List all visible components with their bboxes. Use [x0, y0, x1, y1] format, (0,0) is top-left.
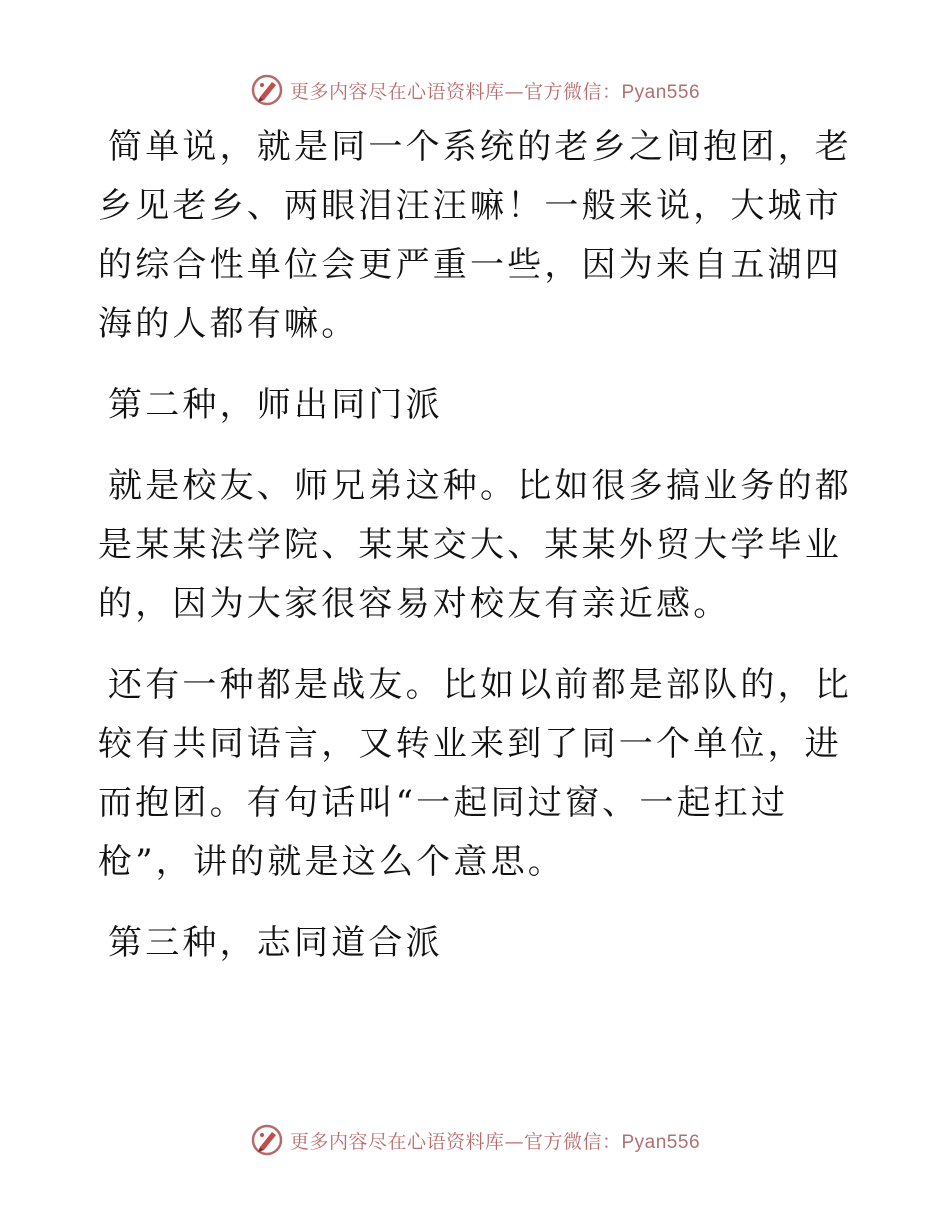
section-heading-2: 第二种，师出同门派	[108, 385, 443, 425]
pen-logo-icon	[250, 1123, 284, 1157]
paragraph-2: 就是校友、师兄弟这种。比如很多搞业务的都是某某法学院、某某交大、某某外贸大学毕业的，因为大家很容易对校友有亲近感。	[98, 466, 852, 624]
header-watermark	[0, 70, 950, 110]
section-heading-3: 第三种，志同道合派	[108, 923, 443, 963]
watermark-text: 更多内容尽在心语资料库—官方微信：Pyan556	[289, 80, 701, 103]
watermark-text: 更多内容尽在心语资料库—官方微信：Pyan556	[289, 1130, 701, 1153]
document-body	[98, 118, 858, 995]
paragraph-3: 还有一种都是战友。比如以前都是部队的，比较有共同语言，又转业来到了同一个单位，进而抱团。有句话叫“一起同过窗、一起扛过枪”，讲的就是这么个意思。	[98, 665, 852, 882]
footer-watermark	[0, 1120, 950, 1160]
pen-logo-icon	[250, 73, 284, 107]
paragraph-1: 简单说，就是同一个系统的老乡之间抱团，老乡见老乡、两眼泪汪汪嘛！一般来说，大城市的综合性单位会更严重一些，因为来自五湖四海的人都有嘛。	[98, 127, 852, 344]
